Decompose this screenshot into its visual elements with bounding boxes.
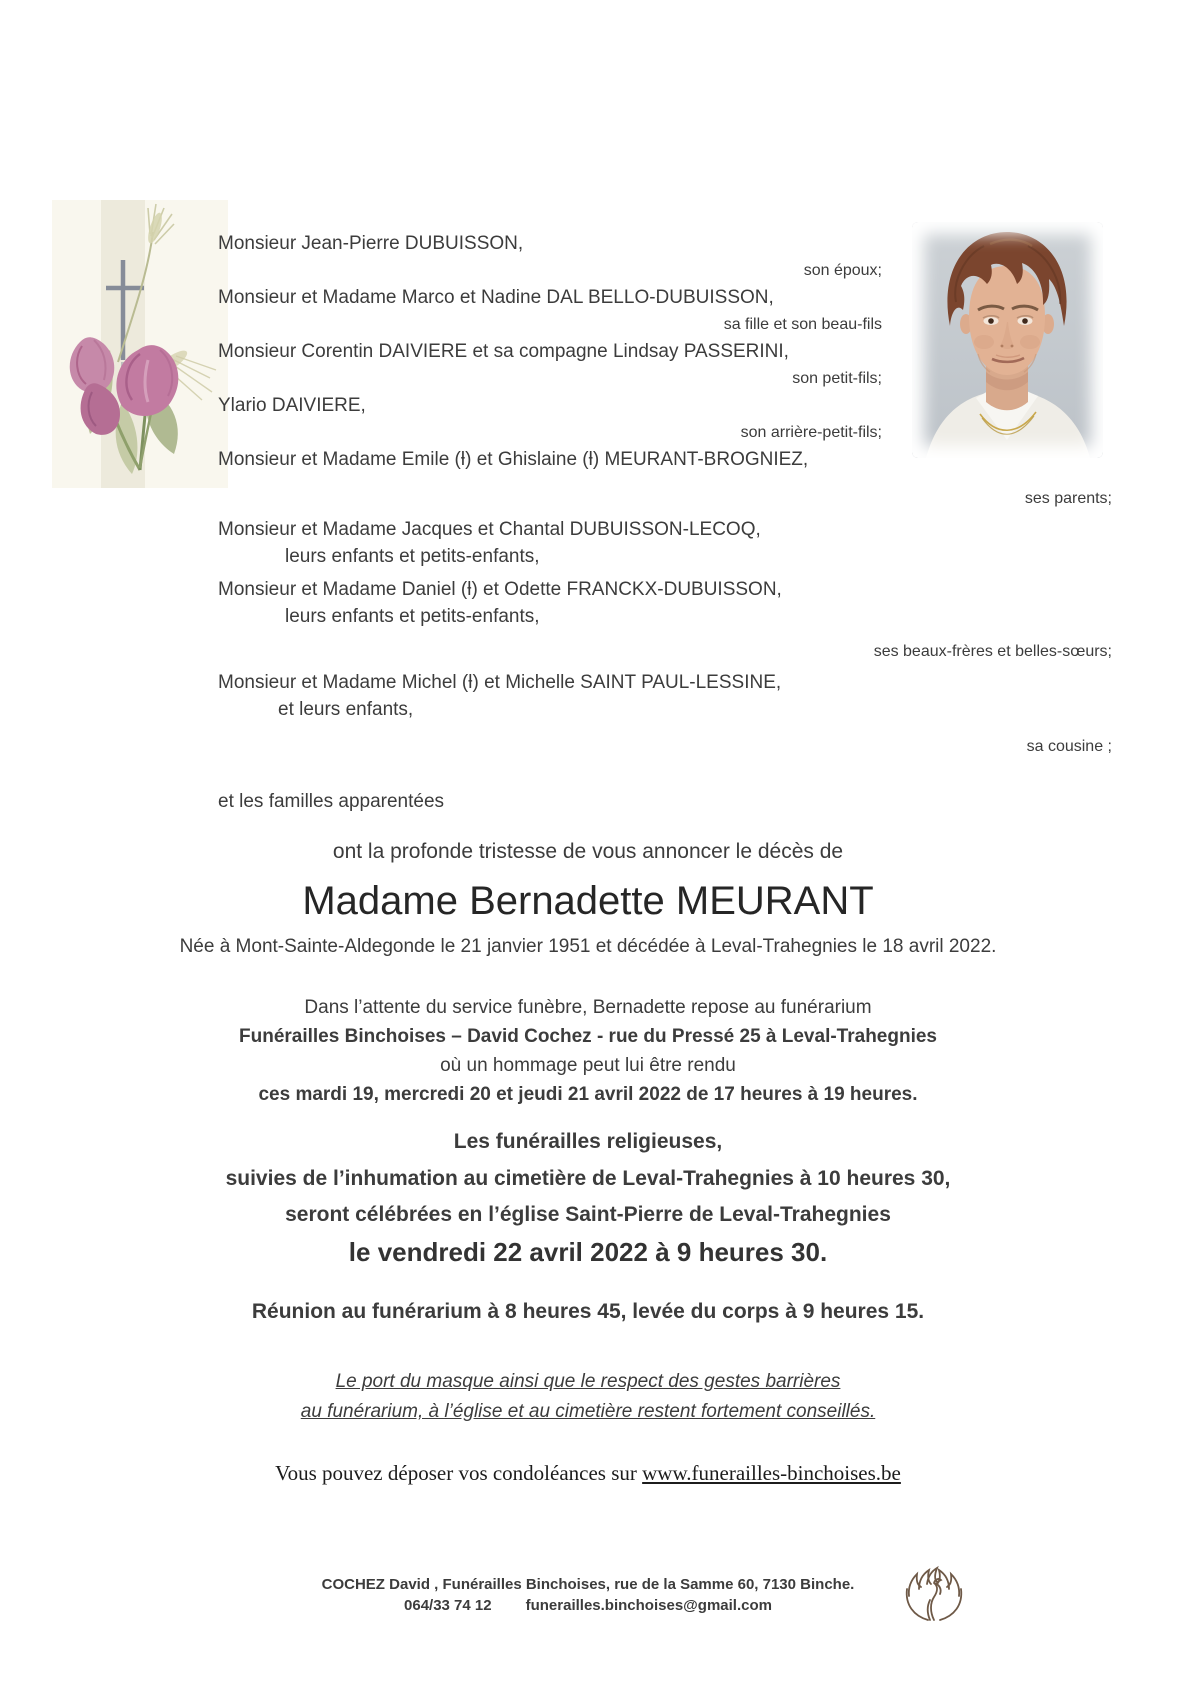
family-member-line: Monsieur et Madame Marco et Nadine DAL BELLO-DUBUISSON,	[218, 287, 774, 308]
family-member-line: Ylario DAIVIERE,	[218, 395, 366, 416]
email-address: funerailles.binchoises@gmail.com	[525, 1597, 772, 1614]
covid-notice-line: au funérarium, à l’église et au cimetière restent fortement conseillés.	[300, 1401, 876, 1422]
deceased-name: Madame Bernadette MEURANT	[302, 879, 874, 923]
calla-lily-cross-artwork	[52, 200, 228, 488]
ceremony-line: Les funérailles religieuses,	[453, 1130, 723, 1153]
funeral-home-logo	[896, 1564, 972, 1632]
relation-label: ses parents;	[1024, 490, 1112, 507]
family-list	[218, 230, 1112, 815]
repose-line: Dans l’attente du service funèbre, Bernadette repose au funérarium	[304, 997, 872, 1018]
funeral-home-contact-footer	[8, 1597, 1168, 1614]
relation-label: son arrière-petit-fils;	[740, 424, 882, 441]
ceremony-line: seront célébrées en l’église Saint-Pierre de Leval-Trahegnies	[285, 1203, 891, 1226]
funeral-home-address-footer: COCHEZ David , Funérailles Binchoises, rue de la Samme 60, 7130 Binche.	[321, 1576, 855, 1593]
family-member-line: Monsieur et Madame Emile (ƚ) et Ghislaine (ƚ) MEURANT-BROGNIEZ,	[218, 449, 809, 470]
relation-label: son petit-fils;	[792, 370, 882, 387]
family-member-line: Monsieur et Madame Daniel (ƚ) et Odette FRANCKX-DUBUISSON,	[218, 579, 782, 600]
relation-label: sa cousine ;	[1026, 738, 1112, 755]
condolences-line	[8, 1461, 1168, 1486]
condolences-text: Vous pouvez déposer vos condoléances sur	[275, 1461, 643, 1485]
relation-label: ses beaux-frères et belles-sœurs;	[873, 643, 1112, 660]
flower-cross-icon	[52, 200, 228, 488]
phoenix-bird-icon	[896, 1564, 972, 1632]
phone-number: 064/33 74 12	[404, 1597, 492, 1614]
covid-notice-line: Le port du masque ainsi que le respect des gestes barrières	[335, 1371, 841, 1392]
relation-label: son époux;	[803, 262, 882, 279]
ceremony-line: suivies de l’inhumation au cimetière de Leval-Trahegnies à 10 heures 30,	[225, 1167, 951, 1190]
funeral-home-address-line: Funérailles Binchoises – David Cochez - rue du Pressé 25 à Leval-Trahegnies	[239, 1026, 937, 1047]
condolences-website-link[interactable]: www.funerailles-binchoises.be	[642, 1461, 901, 1485]
visitation-dates-line: ces mardi 19, mercredi 20 et jeudi 21 avril 2022 de 17 heures à 19 heures.	[258, 1084, 918, 1105]
relation-label: sa fille et son beau-fils	[723, 316, 882, 333]
family-member-line: Monsieur et Madame Jacques et Chantal DUBUISSON-LECOQ,	[218, 519, 761, 540]
family-member-line: Monsieur et Madame Michel (ƚ) et Michelle SAINT PAUL-LESSINE,	[218, 672, 782, 693]
ceremony-date-line: le vendredi 22 avril 2022 à 9 heures 30.	[348, 1237, 828, 1267]
repose-line: où un hommage peut lui être rendu	[440, 1055, 736, 1076]
family-member-line: leurs enfants et petits-enfants,	[285, 606, 540, 627]
family-member-line: Monsieur Jean-Pierre DUBUISSON,	[218, 233, 524, 254]
birth-death-line: Née à Mont-Sainte-Aldegonde le 21 janvier 1951 et décédée à Leval-Trahegnies le 18 avril 2022.	[179, 936, 997, 957]
family-member-line: leurs enfants et petits-enfants,	[285, 546, 540, 567]
related-families-line: et les familles apparentées	[218, 791, 445, 812]
announcement-intro: ont la profonde tristesse de vous annoncer le décès de	[332, 840, 844, 863]
family-member-line: Monsieur Corentin DAIVIERE et sa compagne Lindsay PASSERINI,	[218, 341, 789, 362]
family-member-line: et leurs enfants,	[278, 699, 414, 720]
meeting-time-line: Réunion au funérarium à 8 heures 45, levée du corps à 9 heures 15.	[251, 1300, 925, 1323]
